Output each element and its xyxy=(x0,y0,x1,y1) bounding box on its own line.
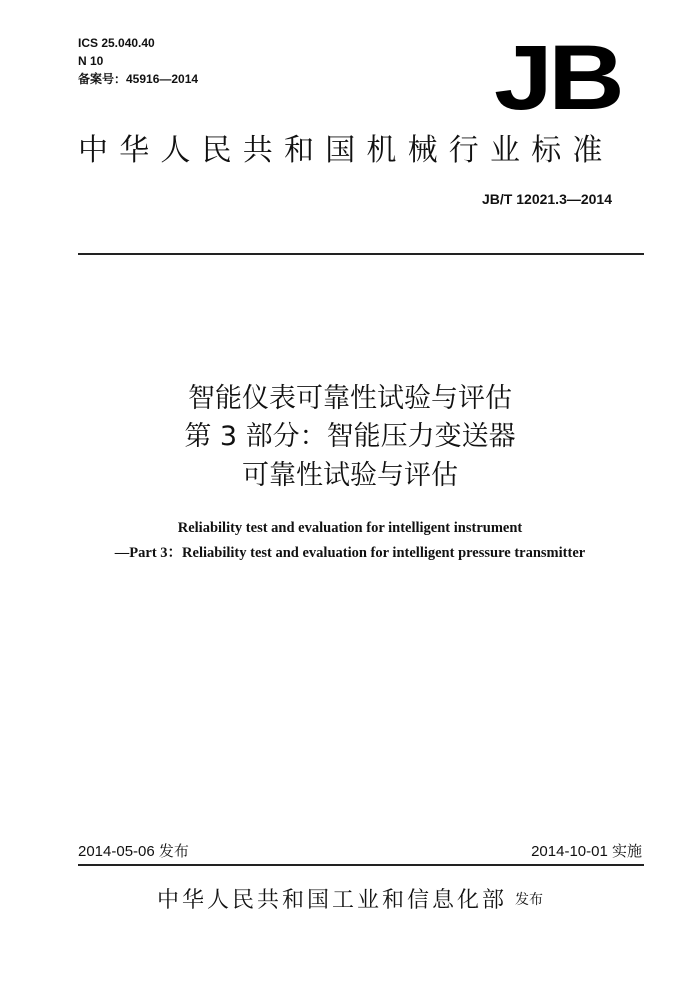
issue-date: 2014-05-06 发布 xyxy=(78,843,189,860)
jb-logo: JB xyxy=(494,27,621,129)
english-title-line-1: Reliability test and evaluation for intelligent instrument xyxy=(177,520,523,536)
publisher-block xyxy=(0,883,700,914)
standard-header-title: 中华人民共和国机械行业标准 xyxy=(78,133,614,168)
chinese-title-line-3: 可靠性试验与评估 xyxy=(242,460,458,491)
english-title-line-2: —Part 3：Reliability test and evaluation for intelligent pressure transmitter xyxy=(114,545,586,561)
top-divider xyxy=(78,253,644,255)
standard-number: JB/T 12021.3—2014 xyxy=(482,191,612,207)
filing-number: 备案号：45916—2014 xyxy=(78,72,199,86)
publisher-name: 中华人民共和国工业和信息化部 xyxy=(156,888,507,913)
bottom-divider xyxy=(78,864,644,866)
publisher-action: 发布 xyxy=(515,891,543,908)
chinese-title-line-1: 智能仪表可靠性试验与评估 xyxy=(188,383,512,414)
chinese-title-line-2: 第 3 部分：智能压力变送器 xyxy=(184,421,516,452)
implementation-date: 2014-10-01 实施 xyxy=(531,843,642,860)
ics-code: ICS 25.040.40 xyxy=(78,36,155,50)
classification-code: N 10 xyxy=(78,54,104,68)
